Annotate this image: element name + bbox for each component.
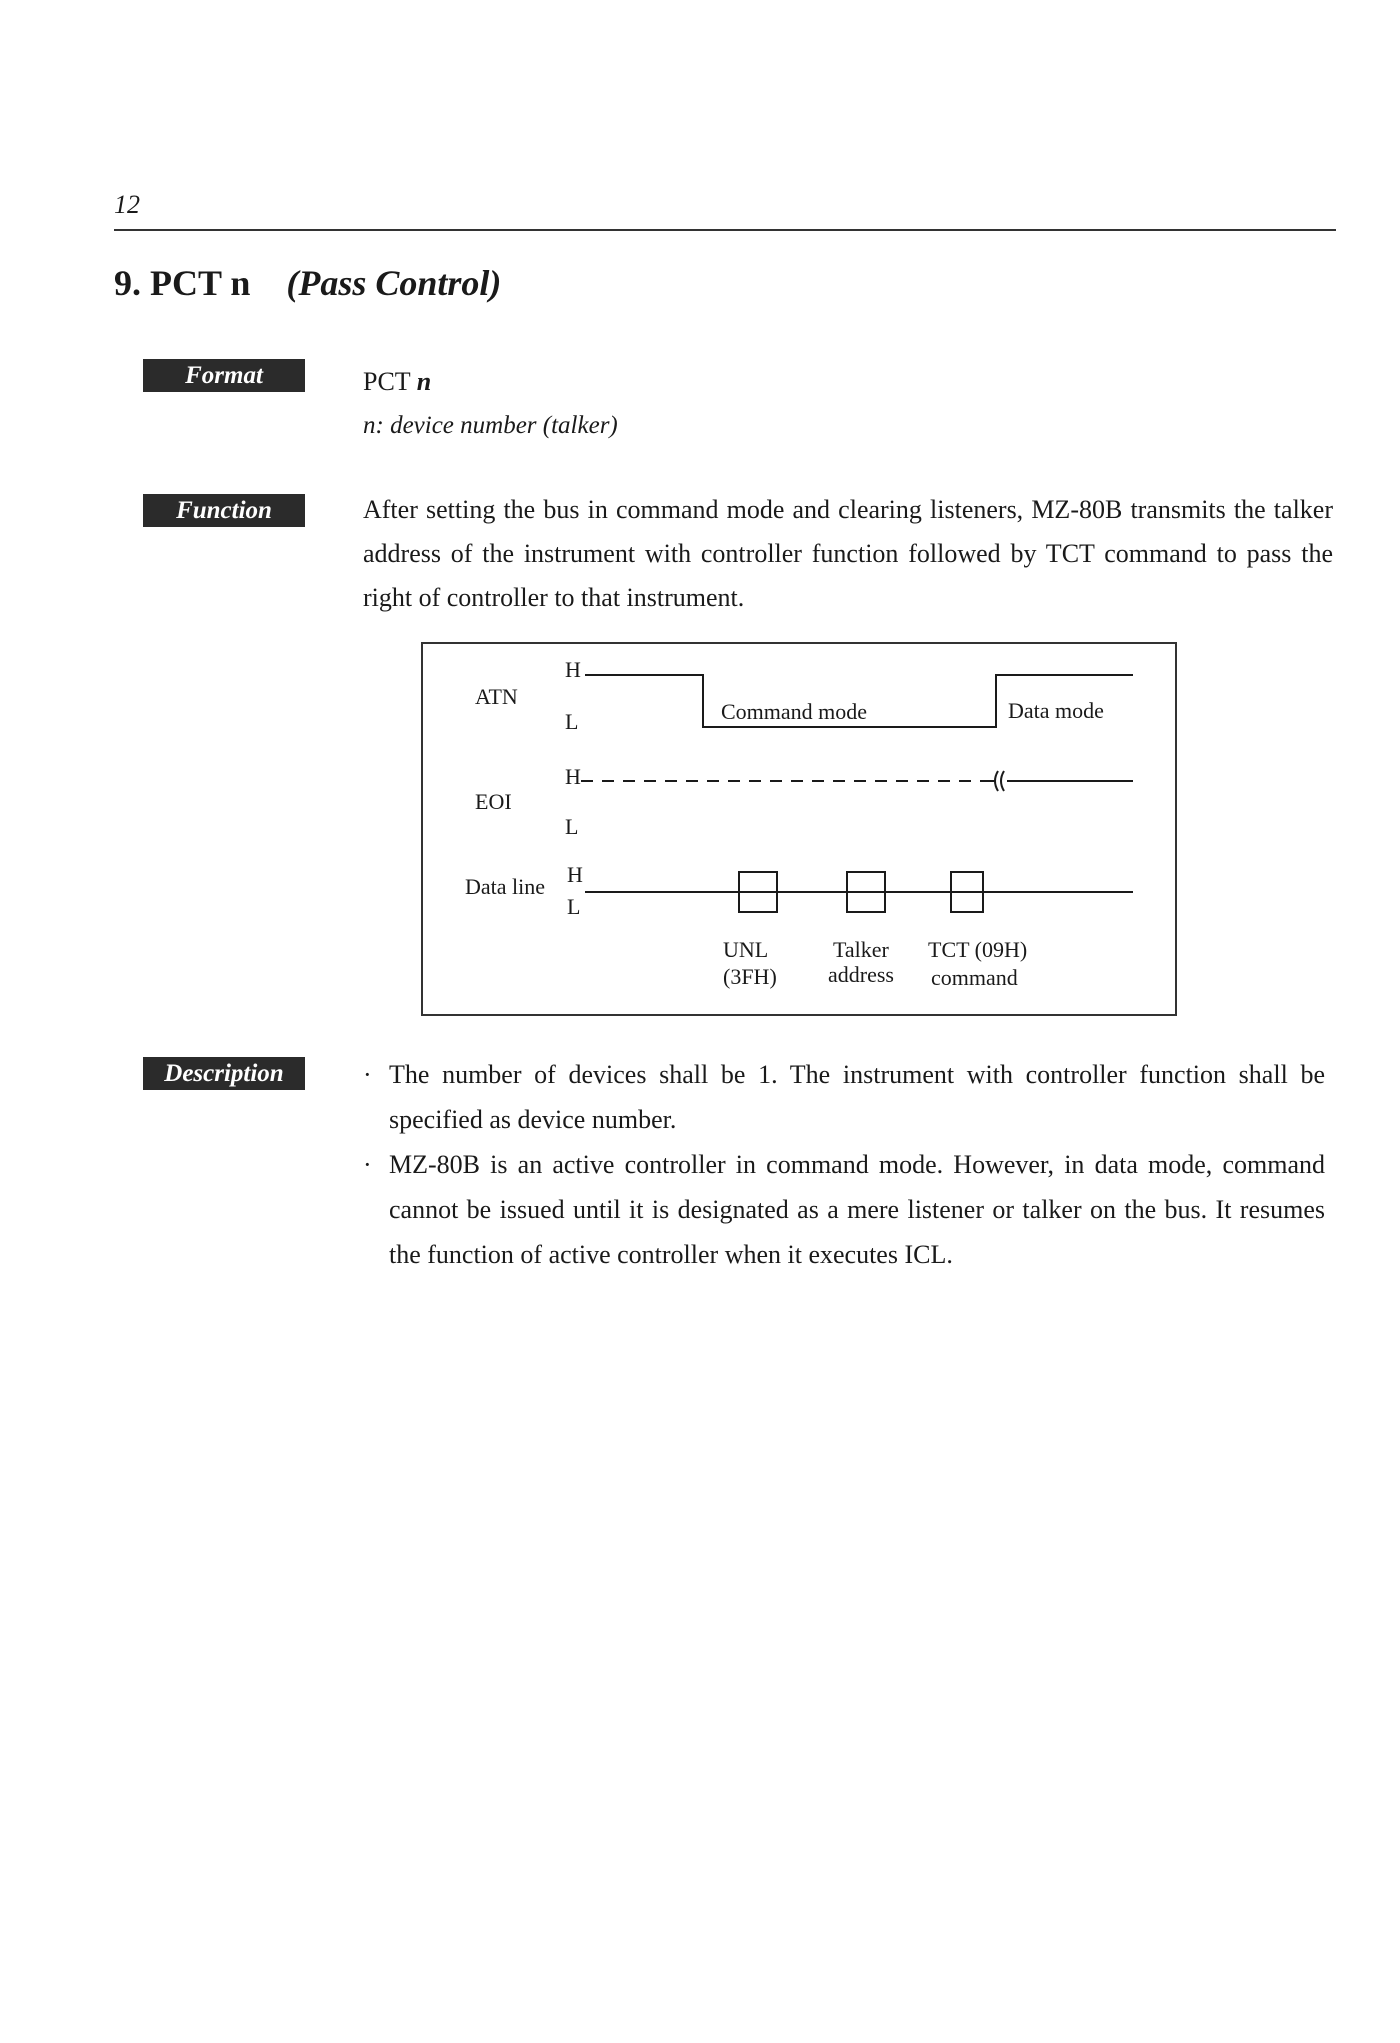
- eoi-high: H: [565, 764, 581, 789]
- data-line-label: Data line: [465, 874, 546, 899]
- page-number: 12: [114, 190, 140, 219]
- description-text: The number of devices shall be 1. The instrument with controller function shall be specified as device number.: [389, 1060, 1325, 1134]
- timing-diagram: [421, 642, 1177, 1016]
- unl-label: UNL: [723, 937, 769, 962]
- format-block: [363, 360, 618, 448]
- description-item: [363, 1142, 1325, 1277]
- description-label: Description: [143, 1057, 305, 1090]
- timing-diagram-svg: [423, 644, 1175, 1014]
- description-item: [363, 1052, 1325, 1142]
- function-text: After setting the bus in command mode and clearing listeners, MZ-80B transmits the talker address of the instrument with controller function followed by TCT command to pass the right of controller to that instrument.: [363, 495, 1333, 612]
- format-command: PCT: [363, 367, 411, 396]
- bullet: ·: [363, 1150, 372, 1179]
- unl-code: (3FH): [723, 964, 777, 989]
- atn-label: ATN: [475, 684, 518, 709]
- command-mode-label: Command mode: [721, 699, 868, 724]
- bullet: ·: [363, 1060, 372, 1089]
- data-line-high: H: [567, 862, 583, 887]
- section-subtitle: (Pass Control): [286, 263, 502, 303]
- description-text: MZ-80B is an active controller in command mode. However, in data mode, command cannot be issued until it is designated as a mere listener or talker on the bus. It resumes the function of active controller when it executes ICL.: [389, 1150, 1325, 1269]
- eoi-label: EOI: [475, 789, 512, 814]
- talker-sub-label: address: [828, 962, 894, 987]
- eoi-break-symbol: [985, 771, 1133, 791]
- top-rule: [114, 229, 1336, 231]
- tct-sub-label: command: [931, 965, 1018, 990]
- function-label: Function: [143, 494, 305, 527]
- format-label: Format: [143, 359, 305, 392]
- atn-low: L: [565, 709, 579, 734]
- atn-high: H: [565, 657, 581, 682]
- section-title: [114, 262, 501, 304]
- format-syntax: [363, 360, 618, 404]
- description-list: [363, 1052, 1325, 1277]
- tct-label: TCT (09H): [928, 937, 1028, 962]
- format-note: n: device number (talker): [363, 412, 618, 439]
- eoi-low: L: [565, 814, 579, 839]
- talker-label: Talker: [833, 937, 889, 962]
- section-number-title: 9. PCT n: [114, 263, 251, 303]
- data-mode-label: Data mode: [1008, 698, 1104, 723]
- data-line-low: L: [567, 894, 581, 919]
- format-variable: n: [416, 367, 432, 396]
